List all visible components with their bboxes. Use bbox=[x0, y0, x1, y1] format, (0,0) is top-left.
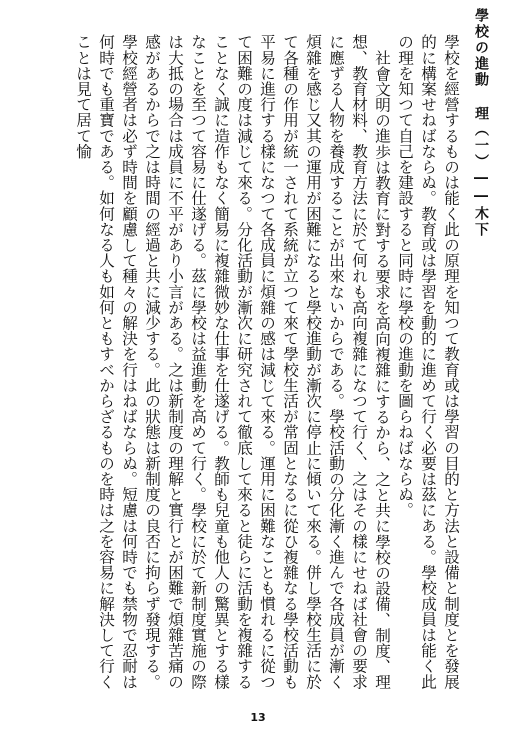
paragraph-1: 學校を經營するものは能く此の原理を知つて教育或は學習の目的と方法と設備と制度とを發展的に構案せねばならぬ。教育或は學習を動的に進めて行く必要は茲にある。學校成員は能く此の理を知つて自己を建設すると同時に學校の進動を圖らねばならぬ。 bbox=[396, 34, 460, 690]
running-header: 學校の進動 理（一）――木下 bbox=[473, 8, 489, 238]
page-number: 13 bbox=[250, 711, 266, 724]
paragraph-2: 社會文明の進歩は教育に對する要求を高向複雜にするから、之と共に學校の設備、制度、理想、教育材料、教育方法に於て何れも高向複雜になつて行く、之はその樣にせねば社會の要求に應ずる人物を養成することが出來ないからである。學校活動の分化漸く進んで各成員が漸く煩雜を感じ又其の運用が困難になると學校進動が漸次に停止に傾いて來る。併し學校生活に於て各種の作用が統一されて系統が立つて來て學校生活が常固となるに從ひ複雜なる學校活動も平易に進行する樣になつて各成員に煩雜の感は減じて來る。運用に困難なことも慣れるに從つて困難の度は減じて來る。分化活動が漸次に研究されて徹底して來ると徒らに活動を複雜することなく誠に造作もなく簡易に複雜微妙な仕事を仕遂げる。教師も兒童も他人の驚異とする樣なことを至つて容易に仕遂げる。茲に學校は益進動を高めて行く。學校に於て新制度實施の際は大抵の場合は成員に不平があり小言がある。之は新制度の理解と實行とが困難で煩雜苦痛の感があるからで之は時間の經過と共に減少する。此の狀態は新制度の良否に拘らず發現する。學校經營者は必ず時間を顧慮して種々の解決を行はねばならぬ。短慮は何時でも禁物で忍耐は何時でも重寶である。如何なる人も如何ともすべからざるものを時は之を容易に解決して行くことは見て居て愉 bbox=[74, 34, 391, 690]
main-text-column bbox=[18, 34, 462, 698]
